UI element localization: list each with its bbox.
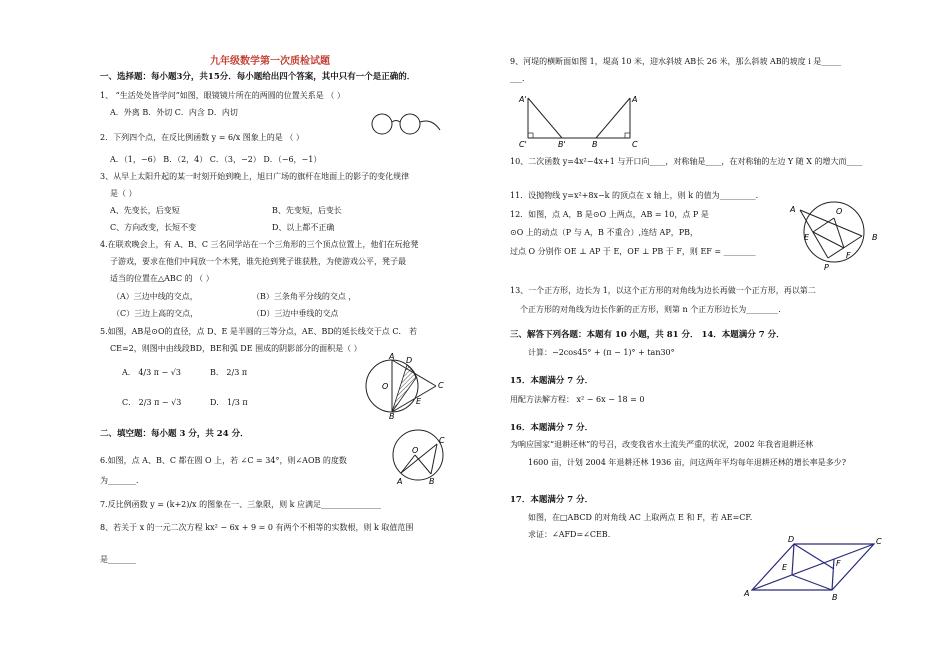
q6-circle-figure	[385, 428, 455, 494]
q1-options: A．外离 B．外切 C．内含 D．内切	[110, 108, 238, 117]
q16-text-line1: 为响应国家“退耕还林”的号召，改变我省水土流失严重的状况，2002 年我省退耕还林	[510, 440, 814, 449]
q5-label-c: C	[438, 381, 444, 390]
q6-label-o: O	[412, 446, 419, 455]
q13-text-line2: 个正方形的对角线为边长作新的正方形，则第 n 个正方形边长为________．	[520, 305, 787, 314]
q9-text-line2: ___．	[510, 74, 530, 83]
q9-label-c: C	[632, 140, 638, 149]
q3-text-line1: 3、从早上太阳升起的某一时刻开始到晚上，旭日广场的旗杆在地面上的影子的变化规律	[100, 172, 410, 181]
q2-options: A．（1，−6） B．（2，4） C．（3，−2） D．（−6，−1）	[110, 155, 322, 164]
q16-text-line2: 1600 亩，计划 2004 年退耕还林 1936 亩，问这两年平均每年退耕还林的增长率是多少?	[528, 458, 847, 467]
q17-text-line1: 如图，在□ABCD 的对角线 AC 上取两点 E 和 F，若 AE=CF.	[528, 513, 753, 522]
q8-text-line1: 8、若关于 x 的一元二次方程 kx² − 6x + 9 = 0 有两个不相等的实数根，则 k 取值范围	[100, 523, 414, 532]
q9-label-b: B	[592, 140, 598, 149]
q11-text: 11．设抛物线 y=x²+8x−k 的顶点在 x 轴上，则 k 的值为_________．	[510, 191, 764, 200]
q17-label-d: D	[788, 535, 795, 544]
q5-text-line1: 5.如图，AB是⊙O的直径，点 D、E 是半圆的三等分点，AE、BD的延长线交于点 C． 若	[100, 327, 418, 336]
q9-label-c-prime: C'	[519, 140, 527, 149]
q6-text-line2: 为_______．	[100, 476, 144, 485]
section1-header: 一、选择题：每小题3分，共15分．每小题给出四个答案，其中只有一个是正确的．	[100, 72, 416, 82]
q12-text-line2: ⊙O 上的动点（P 与 A，B 不重合）,连结 AP，PB，	[510, 228, 698, 237]
q9-label-b-prime: B'	[558, 140, 566, 149]
q1-text: 1、 “生活处处皆学问”如图，眼镜镜片所在的两圆的位置关系是 （ ）	[100, 91, 345, 100]
q6-text-line1: 6.如图，点 A、B、C 都在圆 O 上，若 ∠C = 34°，则∠AOB 的度数	[100, 456, 347, 465]
q5-label-b: B	[389, 412, 395, 420]
page-title: 九年级数学第一次质检试题	[210, 56, 330, 67]
q5-label-d: D	[406, 356, 413, 365]
q5-option-b: B． 2/3 π	[210, 368, 248, 377]
section2-header: 二、填空题：每小题 3 分，共 24 分．	[100, 429, 249, 439]
q12-label-o: O	[836, 207, 843, 216]
q17-label-a: A	[744, 589, 750, 598]
q17-text-line2: 求证：∠AFD=∠CEB.	[528, 530, 611, 539]
q4-option-b: （B）三条角平分线的交点 ，	[252, 292, 357, 301]
q12-label-e: E	[804, 233, 810, 242]
q14-text: 计算：−2cos45° + (π − 1)° + tan30°	[528, 348, 675, 357]
q15-text: 用配方法解方程： x² − 6x − 18 = 0	[510, 395, 645, 404]
q15-header: 15．本题满分 7 分．	[510, 376, 594, 386]
q9-embankment-figure	[518, 90, 648, 154]
q5-option-d: D． 1/3 π	[210, 398, 248, 407]
q17-label-b: B	[832, 593, 838, 602]
q3-text-line2: 是（ ）	[110, 189, 137, 198]
q4-text-line1: 4.在联欢晚会上，有 A、B、C 三名同学站在一个三角形的三个顶点位置上，他们在玩抢凳	[100, 240, 419, 249]
q12-label-a: A	[790, 205, 796, 214]
q5-label-e: E	[416, 397, 422, 406]
q12-circle-figure	[778, 196, 888, 278]
q17-label-f: F	[836, 559, 841, 568]
q4-option-c: （C）三边上高的交点，	[112, 309, 199, 318]
q4-text-line2: 子游戏，要求在他们中间放一个木凳，谁先抢到凳子谁获胜，为使游戏公平，凳子最	[110, 257, 406, 266]
q5-label-o: O	[382, 382, 389, 391]
q3-option-a: A、先变长，后变短	[110, 206, 180, 215]
section3-header: 三、解答下列各题：本题有 10 小题，共 81 分． 14．本题满分 7 分．	[510, 330, 785, 340]
q9-label-a: A	[632, 95, 638, 104]
q3-option-c: C、方向改变，长短不变	[110, 223, 197, 232]
q12-label-b: B	[872, 233, 878, 242]
q6-label-a: A	[397, 477, 403, 486]
q17-parallelogram-figure	[742, 534, 882, 606]
q5-option-c: C． 2/3 π − √3	[122, 398, 182, 407]
q6-label-c: C	[439, 436, 445, 445]
q5-semicircle-figure	[362, 350, 452, 424]
q5-label-a: A	[389, 352, 395, 361]
q4-text-line3: 适当的位置在△ABC 的 （ ）	[110, 274, 214, 283]
q6-label-b: B	[429, 477, 435, 486]
q12-text-line3: 过点 O 分别作 OE ⊥ AP 于 E，OF ⊥ PB 于 F，则 EF = ________	[510, 247, 756, 256]
q10-text: 10、二次函数 y=4x²−4x+1 与开口向____，对称轴是____，在对称轴的左边 Y 随 X 的增大而____	[510, 157, 863, 166]
q17-header: 17．本题满分 7 分．	[510, 495, 594, 505]
q17-label-c: C	[876, 537, 882, 546]
q3-option-d: D、以上都不正确	[272, 223, 335, 232]
q4-option-d: （D）三边中垂线的交点	[252, 309, 339, 318]
q12-label-p: P	[824, 263, 829, 272]
q5-option-a: A． 4/3 π − √3	[122, 368, 181, 377]
q3-option-b: B、先变短，后变长	[272, 206, 342, 215]
q12-text-line1: 12．如图，点 A，B 是⊙O 上两点，AB = 10，点 P 是	[510, 210, 709, 219]
q5-text-line2: CE=2，则图中由线段BD，BE和弧 DE 围成的阴影部分的面积是（ ）	[110, 344, 362, 353]
q2-text: 2．下列四个点，在反比例函数 y = 6/x 图象上的是 （ ）	[100, 133, 304, 142]
q8-text-line2: 是_______	[100, 555, 136, 564]
q9-label-a-prime: A'	[519, 95, 527, 104]
q4-option-a: （A）三边中线的交点，	[112, 292, 198, 301]
q12-label-f: F	[846, 251, 851, 260]
q17-label-e: E	[782, 563, 788, 572]
q13-text-line1: 13、一个正方形，边长为 1，以这个正方形的对角线为边长再做一个正方形，再以第二	[510, 286, 816, 295]
q16-header: 16．本题满分 7 分．	[510, 423, 594, 433]
glasses-figure	[368, 110, 448, 144]
q9-text-line1: 9、河堤的横断面如图 1，堤高 10 米，迎水斜坡 AB长 26 米，那么斜坡 AB的坡度 i 是_____	[510, 57, 842, 66]
q7-text: 7.反比例函数 y = (k+2)/x 的图象在一、三象限，则 k 应满足_______________	[100, 500, 382, 509]
